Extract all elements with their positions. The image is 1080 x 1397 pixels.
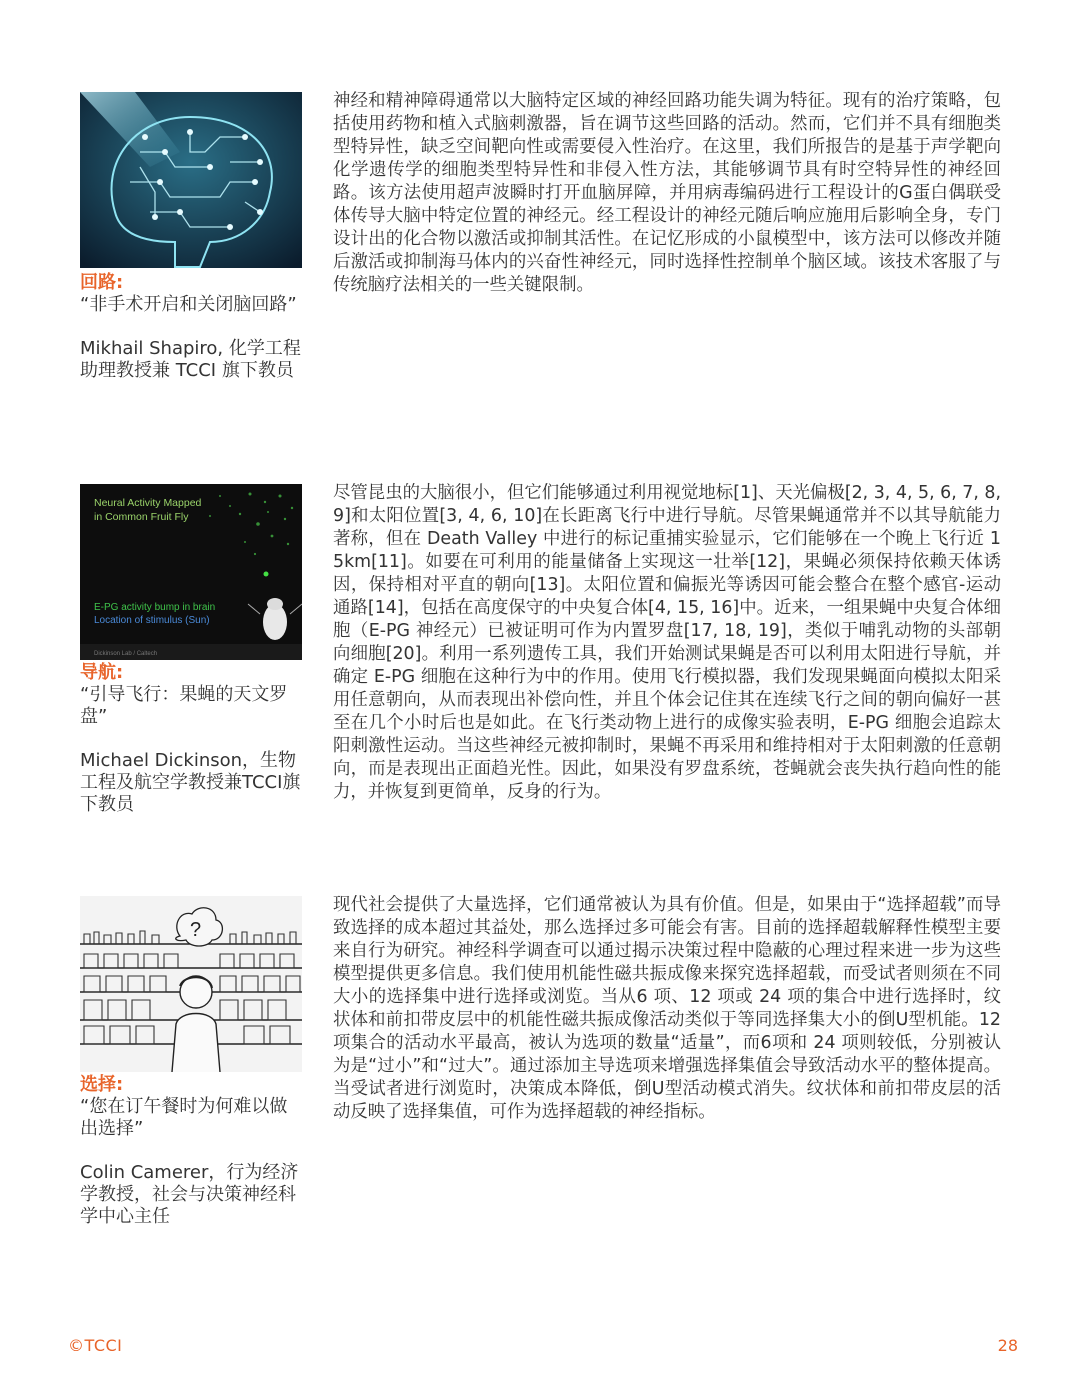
entry-choice <box>80 896 1005 1236</box>
brain-circuit-image <box>80 92 302 268</box>
talk-info <box>80 662 302 816</box>
fruit-fly-neural-activity-image <box>80 484 302 660</box>
speaker-info: Michael Dickinson，生物工程及航空学教授兼TCCI旗下教员 <box>80 750 301 815</box>
image-label-line1: E-PG activity bump in brain <box>94 602 216 613</box>
svg-text:?: ? <box>190 919 202 941</box>
image-title-line2: in Common Fruit Fly <box>94 511 189 523</box>
page-number: 28 <box>997 1336 1018 1355</box>
talk-title: “您在订午餐时为何难以做出选择” <box>80 1096 288 1139</box>
talk-title: “非手术开启和关闭脑回路” <box>80 294 297 315</box>
speaker-info: Colin Camerer，行为经济学教授，社会与决策神经科学中心主任 <box>80 1162 299 1227</box>
abstract-text: 尽管昆虫的大脑很小，但它们能够通过利用视觉地标[1]、天光偏极[2, 3, 4, 5, 6, 7, 8, 9]和太阳位置[3, 4, 6, 10]在长距离飞行中进行导航。尽管果蝇通常并不以其导航能力著称，但在 Death Valley 中进行的标记重捕实验显示，它们能够在一个晚上飞行近 15km[11]。如要在可利用的能量储备上实现这一壮举[12]，果蝇必须保持依赖天体诱因，保持相对平直的朝向[13]。太阳位置和偏振光等诱因可能会整合在整个感官-运动通路[14]，包括在高度保守的中央复合体[4, 15, 16]中。近来，一组果蝇中央复合体细胞（E-PG 神经元）已被证明可作为内置罗盘[17, 18, 19]，类似于哺乳动物的头部朝向细胞[20]。利用一系列遗传工具，我们开始测试果蝇是否可以利用太阳进行导航，并确定 E-PG 细胞在这种行为中的作用。使用飞行模拟器，我们发现果蝇面向模拟太阳采用任意朝向，从而表现出补偿向性，并且个体会记住其在连续飞行之间的朝向偏好一甚至在几个小时后也是如此。在飞行类动物上进行的成像实验表明，E-PG 细胞会追踪太阳刺激性运动。当这些神经元被抑制时，果蝇不再采用和维持相对于太阳刺激的任意朝向，而是表现出正面趋光性。因此，如果没有罗盘系统，苍蝇就会丧失执行趋向性的能力，并恢复到更简单，反身的行为。 <box>333 483 1001 802</box>
copyright-footer: ©TCCI <box>68 1336 123 1355</box>
topic-tag: 回路: <box>80 272 124 293</box>
image-title-line1: Neural Activity Mapped <box>94 497 202 509</box>
topic-tag: 导航: <box>80 662 124 683</box>
talk-info <box>80 1074 302 1228</box>
topic-tag: 选择: <box>80 1074 124 1095</box>
entry-circuits <box>80 92 1005 432</box>
entry-navigation <box>80 484 1005 844</box>
talk-title: “引导飞行：果蝇的天文罗盘” <box>80 684 288 727</box>
abstract-text: 现代社会提供了大量选择，它们通常被认为具有价值。但是，如果由于“选择超载”而导致选择的成本超过其益处，那么选择过多可能会有害。目前的选择超载解释性模型主要来自行为研究。神经科学调查可以通过揭示决策过程中隐蔽的心理过程来进一步为这些模型提供更多信息。我们使用机能性磁共振成像来探究选择超载，而受试者则须在不同大小的选择集中进行选择或浏览。当从6 项、12 项或 24 项的集合中进行选择时，纹状体和前扣带皮层中的机能性磁共振成像活动类似于等同选择集大小的倒U型机能。12 项集合的活动水平最高，被认为选项的数量“适量”，而6项和 24 项则较低，分别被认为是“过小”和“过大”。通过添加主导选项来增强选择集值会导致活动水平的整体提高。当受试者进行浏览时，决策成本降低，倒U型活动模式消失。纹状体和前扣带皮层的活动反映了选择集值，可作为选择超载的神经指标。 <box>333 895 1001 1122</box>
speaker-info: Mikhail Shapiro, 化学工程助理教授兼 TCCI 旗下教员 <box>80 338 301 381</box>
image-credit: Dickinson Lab / Caltech <box>94 651 158 657</box>
image-label-line2: Location of stimulus (Sun) <box>94 615 210 626</box>
abstract-text: 神经和精神障碍通常以大脑特定区域的神经回路功能失调为特征。现有的治疗策略，包括使用药物和植入式脑刺激器，旨在调节这些回路的活动。然而，它们并不具有细胞类型特异性，缺乏空间靶向性或需要侵入性治疗。在这里，我们所报告的是基于声学靶向化学遗传学的细胞类型特异性和非侵入性方法，其能够调节具有时空特异性的神经回路。该方法使用超声波瞬时打开血脑屏障，并用病毒编码进行工程设计的G蛋白偶联受体传导大脑中特定位置的神经元。经工程设计的神经元随后响应施用后影响全身，专门设计出的化合物以激活或抑制其活性。在记忆形成的小鼠模型中，该方法可以修改并随后激活或抑制海马体内的兴奋性神经元，同时选择性控制单个脑区域。该技术客服了与传统脑疗法相关的一些关键限制。 <box>333 91 1001 295</box>
talk-info <box>80 272 302 382</box>
choice-overload-sketch-image <box>80 896 302 1072</box>
